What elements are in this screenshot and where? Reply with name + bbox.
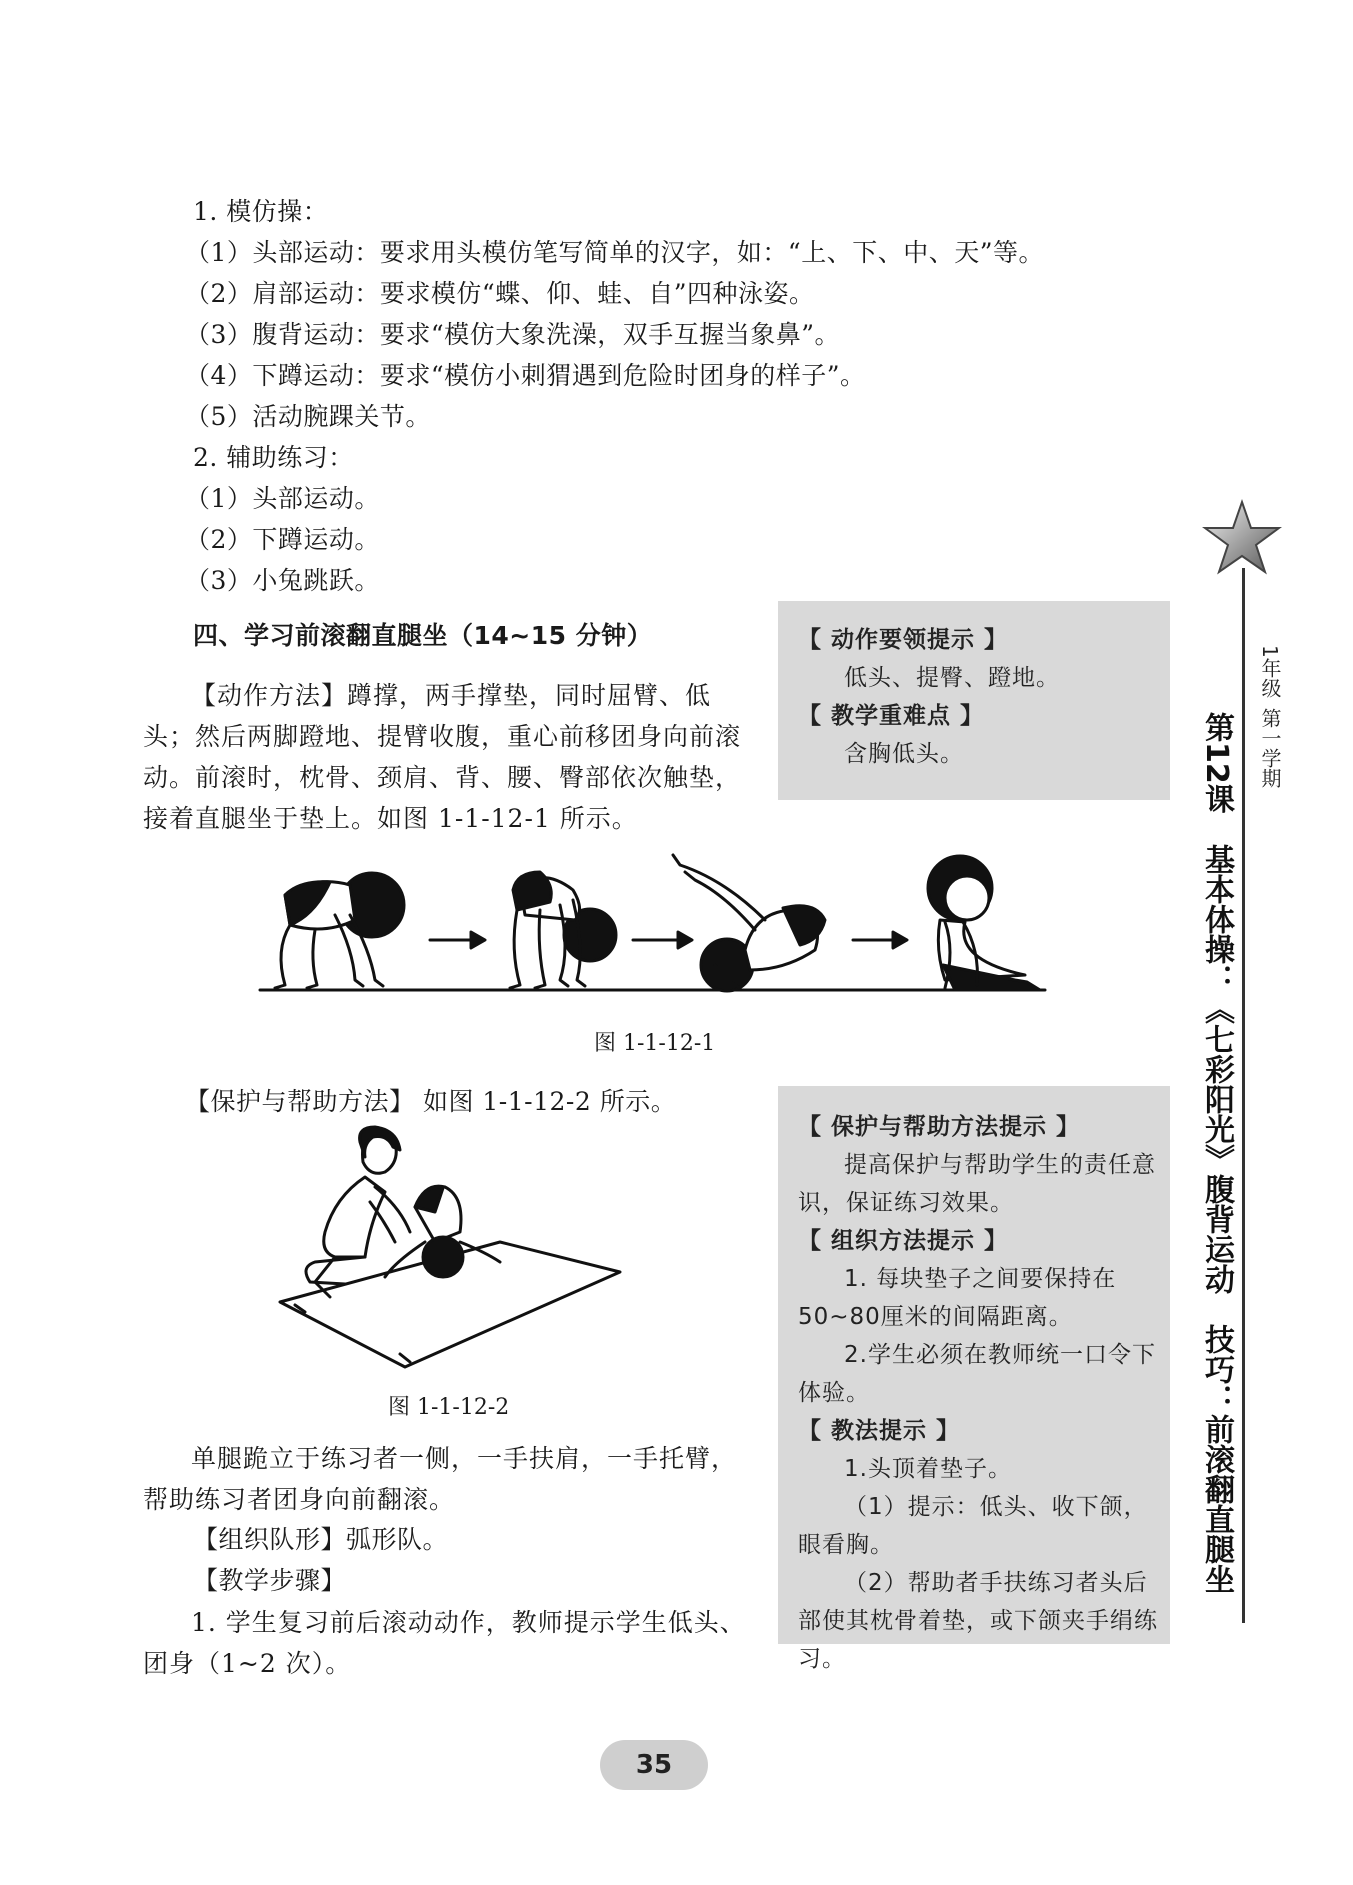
margin-rule <box>1242 568 1245 1623</box>
page-number: 35 <box>600 1740 708 1790</box>
list-line-2: （1）头部运动：要求用头模仿笔写简单的汉字，如：“上、下、中、天”等。 <box>185 238 1044 267</box>
sidebox1-body-2: 含胸低头。 <box>844 741 964 767</box>
figure-forward-roll <box>255 840 1065 1000</box>
sidebox1-title-1: 【 动作要领提示 】 <box>798 627 1009 653</box>
figure-protection <box>275 1122 635 1392</box>
figure2-caption: 图 1-1-12-2 <box>388 1395 510 1420</box>
sidebox2-body-3b: （1）提示：低头、收下颌，眼看胸。 <box>798 1494 1148 1558</box>
vertical-grade-term <box>1255 645 1285 788</box>
sidebox2-title-2: 【 组织方法提示 】 <box>798 1228 1009 1254</box>
formation-line: 【组织队形】弧形队。 <box>193 1525 449 1554</box>
star-icon <box>1202 498 1282 578</box>
sidebox1-title-2: 【 教学重难点 】 <box>798 703 985 729</box>
teaching-steps-title: 【教学步骤】 <box>193 1566 347 1595</box>
vertical-title-b: 《七彩阳光》 <box>1199 993 1234 1174</box>
sidebox-teaching-tips <box>778 1086 1170 1672</box>
teaching-step-1: 1. 学生复习前后滚动动作，教师提示学生低头、团身（1~2 次）。 <box>143 1608 746 1678</box>
sidebox2-title-1: 【 保护与帮助方法提示 】 <box>798 1114 1081 1140</box>
list-line-1: 1. 模仿操： <box>193 197 329 226</box>
sidebox1-body-1: 低头、提臀、蹬地。 <box>844 665 1060 691</box>
sidebox2-body-2b: 2.学生必须在教师统一口令下体验。 <box>798 1342 1156 1406</box>
sidebox2-body-3a: 1.头顶着垫子。 <box>844 1456 1012 1482</box>
vertical-grade: 1年级 <box>1258 645 1282 698</box>
sidebox2-body-1: 提高保护与帮助学生的责任意识，保证练习效果。 <box>798 1152 1156 1216</box>
vertical-lesson: 第12课 <box>1199 712 1234 814</box>
list-line-7: 2. 辅助练习： <box>193 443 354 472</box>
list-line-6: （5）活动腕踝关节。 <box>185 402 431 431</box>
list-line-10: （3）小兔跳跃。 <box>185 566 380 595</box>
figure1-caption: 图 1-1-12-1 <box>594 1031 716 1056</box>
sidebox2-body-2a: 1. 每块垫子之间要保持在50~80厘米的间隔距离。 <box>798 1266 1117 1330</box>
list-line-5: （4）下蹲运动：要求“模仿小刺猬遇到危险时团身的样子”。 <box>185 361 866 390</box>
vertical-title-c: 腹背运动 <box>1199 1173 1234 1294</box>
vertical-title-d: 技巧： <box>1199 1323 1234 1414</box>
section-heading: 四、学习前滚翻直腿坐（14~15 分钟） <box>193 621 653 650</box>
protection-text: 单腿跪立于练习者一侧，一手扶肩，一手托臂，帮助练习者团身向前翻滚。 <box>143 1444 738 1514</box>
vertical-term: 第一学期 <box>1258 707 1282 788</box>
list-line-8: （1）头部运动。 <box>185 484 380 513</box>
vertical-lesson-title <box>1196 712 1236 1594</box>
sidebox2-body-3c: （2）帮助者手扶练习者头后部使其枕骨着垫，或下颌夹手绢练习。 <box>798 1570 1158 1672</box>
list-line-9: （2）下蹲运动。 <box>185 525 380 554</box>
vertical-title-e: 前滚翻直腿坐 <box>1199 1413 1234 1594</box>
sidebox2-title-3: 【 教法提示 】 <box>798 1418 961 1444</box>
action-method-paragraph: 【动作方法】蹲撑，两手撑垫，同时屈臂、低头；然后两脚蹬地、提臂收腹，重心前移团身向前滚动。前滚时，枕骨、颈肩、背、腰、臀部依次触垫，接着直腿坐于垫上。如图 1-1-12-1 所示。 <box>143 681 742 833</box>
list-line-4: （3）腹背运动：要求“模仿大象洗澡，双手互握当象鼻”。 <box>185 320 840 349</box>
sidebox-action-tips <box>778 601 1170 800</box>
vertical-title-a: 基本体操： <box>1199 843 1234 994</box>
protection-intro: 【保护与帮助方法】 如图 1-1-12-2 所示。 <box>185 1087 677 1116</box>
list-line-3: （2）肩部运动：要求模仿“蝶、仰、蛙、自”四种泳姿。 <box>185 279 815 308</box>
